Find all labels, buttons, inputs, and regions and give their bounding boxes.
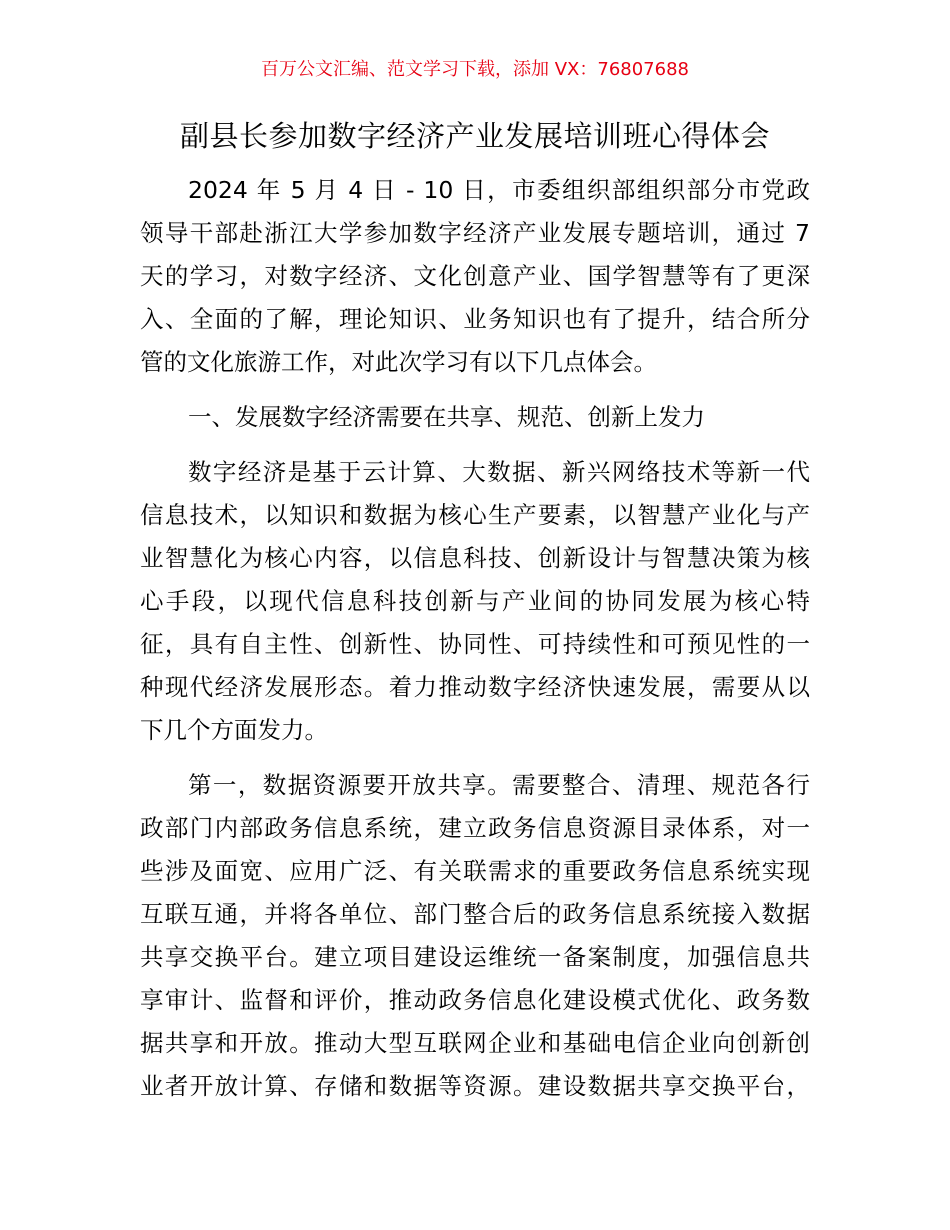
text-line: 管的文化旅游工作，对此次学习有以下几点体会。 xyxy=(140,348,657,376)
section-heading-text: 一、发展数字经济需要在共享、规范、创新上发力 xyxy=(188,403,705,431)
text-line: 互联互通，并将各单位、部门整合后的政务信息系统接入数据 xyxy=(140,900,810,928)
text-line: 领导干部赴浙江大学参加数字经济产业发展专题培训，通过 7 xyxy=(140,219,810,247)
text-line: 政部门内部政务信息系统，建立政务信息资源目录体系，对一 xyxy=(140,814,810,842)
text-line: 2024 年 5 月 4 日 - 10 日，市委组织部组织部分市党政 xyxy=(188,176,810,204)
text-line: 第一，数据资源要开放共享。需要整合、清理、规范各行 xyxy=(188,771,810,799)
watermark-header: 百万公文汇编、范文学习下载，添加 VX：76807688 xyxy=(261,59,689,80)
text-line: 心手段，以现代信息科技创新与产业间的协同发展为核心特 xyxy=(140,587,810,615)
text-line: 些涉及面宽、应用广泛、有关联需求的重要政务信息系统实现 xyxy=(140,857,810,885)
text-line: 天的学习，对数字经济、文化创意产业、国学智慧等有了更深 xyxy=(140,262,810,290)
text-line: 共享交换平台。建立项目建设运维统一备案制度，加强信息共 xyxy=(140,943,810,971)
text-line: 信息技术，以知识和数据为核心生产要素，以智慧产业化与产 xyxy=(140,501,810,529)
text-line: 业者开放计算、存储和数据等资源。建设数据共享交换平台， xyxy=(140,1072,810,1100)
document-title: 副县长参加数字经济产业发展培训班心得体会 xyxy=(179,119,770,153)
text-line: 入、全面的了解，理论知识、业务知识也有了提升，结合所分 xyxy=(140,305,810,333)
text-line: 种现代经济发展形态。着力推动数字经济快速发展，需要从以 xyxy=(140,673,810,701)
text-line: 征，具有自主性、创新性、协同性、可持续性和可预见性的一 xyxy=(140,630,810,658)
text-line: 业智慧化为核心内容，以信息科技、创新设计与智慧决策为核 xyxy=(140,544,810,572)
text-line: 享审计、监督和评价，推动政务信息化建设模式优化、政务数 xyxy=(140,986,810,1014)
text-line: 数字经济是基于云计算、大数据、新兴网络技术等新一代 xyxy=(188,458,810,486)
text-line: 据共享和开放。推动大型互联网企业和基础电信企业向创新创 xyxy=(140,1029,810,1057)
text-line: 下几个方面发力。 xyxy=(140,716,328,744)
